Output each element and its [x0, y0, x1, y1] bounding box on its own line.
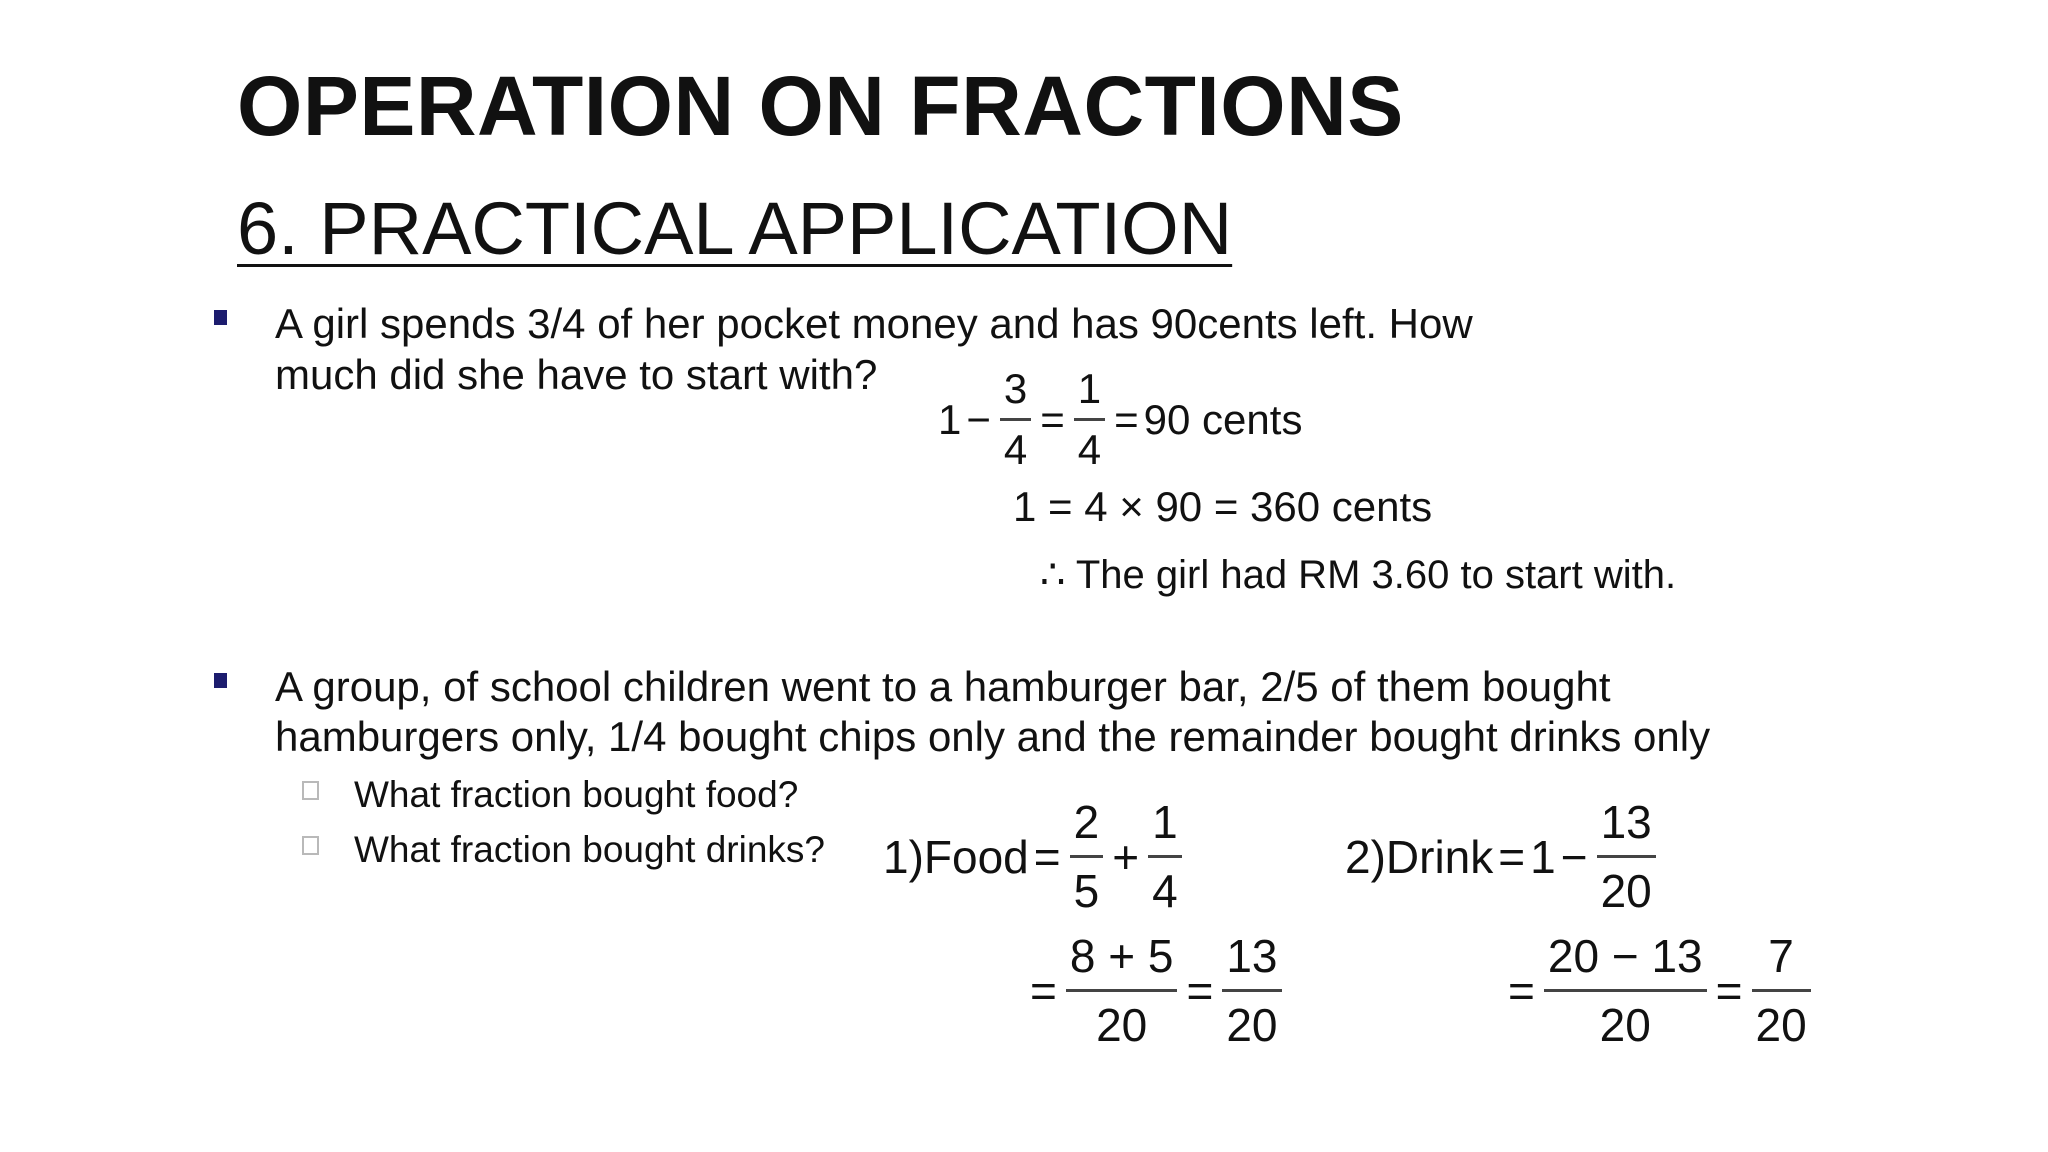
fraction-seven-twentieths	[1752, 932, 1811, 1049]
minus-sign: −	[1560, 830, 1588, 883]
problem1-step1	[938, 365, 1303, 473]
problem1-line2: much did she have to start with?	[275, 351, 878, 398]
checkbox-icon	[302, 836, 319, 855]
number-one: 1	[938, 395, 962, 443]
equals-sign: =	[1508, 964, 1535, 1017]
equals-sign: =	[1498, 830, 1526, 883]
denominator: 20	[1600, 865, 1652, 917]
denominator: 20	[1226, 999, 1278, 1051]
problem2-line1: A group, of school children went to a hamburger bar, 2/5 of them bought	[275, 663, 1611, 710]
equals-sign: =	[1186, 964, 1214, 1017]
equals-sign: =	[1040, 395, 1065, 443]
number-one: 1	[1530, 830, 1556, 883]
section-subtitle: 6. PRACTICAL APPLICATION	[237, 187, 1233, 270]
fraction-bar	[1222, 989, 1281, 992]
fraction-bar	[1597, 855, 1656, 858]
checkbox-icon	[302, 781, 319, 800]
fraction-one-quarter	[1074, 365, 1105, 473]
fraction-bar	[1070, 855, 1104, 858]
problem1-conclusion: ∴ The girl had RM 3.60 to start with.	[1040, 553, 1677, 597]
denominator: 4	[1152, 865, 1178, 917]
fraction-thirteen-twentieths	[1597, 798, 1656, 915]
denominator: 4	[1077, 426, 1102, 473]
equals-sign: =	[1715, 964, 1743, 1017]
food-step2	[1025, 932, 1286, 1049]
numerator: 3	[1003, 365, 1028, 412]
problem1-line1: A girl spends 3/4 of her pocket money and has 90cents left. How	[275, 300, 1473, 347]
fraction-bar	[1000, 418, 1031, 421]
plus-sign: +	[1112, 830, 1140, 883]
equals-sign: =	[1030, 964, 1057, 1017]
numerator: 8 + 5	[1069, 930, 1174, 982]
numerator: 1	[1077, 365, 1102, 412]
drink-label: 2)Drink	[1345, 830, 1494, 883]
fraction-bar	[1544, 989, 1707, 992]
equals-sign: =	[1114, 395, 1139, 443]
fraction-bar	[1752, 989, 1811, 992]
fraction-bar	[1148, 855, 1182, 858]
fraction-three-quarters	[1000, 365, 1031, 473]
bullet-icon	[214, 673, 227, 688]
fraction-one-quarter	[1148, 798, 1182, 915]
minus-sign: −	[966, 395, 991, 443]
problem1-step2: 1 = 4 × 90 = 360 cents	[1013, 483, 1433, 530]
fraction-two-fifths	[1070, 798, 1104, 915]
denominator: 20	[1096, 999, 1148, 1051]
drink-step2	[1503, 932, 1815, 1049]
bullet-icon	[214, 310, 227, 325]
problem2-line2: hamburgers only, 1/4 bought chips only and the remainder bought drinks only	[275, 713, 1711, 760]
fraction-bar	[1074, 418, 1105, 421]
denominator: 20	[1755, 999, 1807, 1051]
food-step1	[883, 798, 1186, 915]
fraction-twenty-minus-thirteen-over-twenty	[1544, 932, 1707, 1049]
numerator: 13	[1600, 796, 1652, 848]
fraction-eight-plus-five-over-twenty	[1066, 932, 1178, 1049]
fraction-bar	[1066, 989, 1178, 992]
sub-question-food: What fraction bought food?	[354, 774, 799, 815]
numerator: 20 − 13	[1547, 930, 1703, 982]
sub-question-drinks: What fraction bought drinks?	[354, 829, 825, 870]
numerator: 13	[1226, 930, 1278, 982]
denominator: 20	[1599, 999, 1651, 1051]
denominator: 5	[1073, 865, 1100, 917]
drink-step1	[1345, 798, 1660, 915]
numerator: 7	[1768, 930, 1794, 982]
denominator: 4	[1003, 426, 1028, 473]
fraction-thirteen-twentieths	[1222, 932, 1281, 1049]
food-label: 1)Food	[883, 830, 1029, 883]
page-title: OPERATION ON FRACTIONS	[237, 59, 1404, 153]
numerator: 2	[1073, 796, 1100, 848]
result-90-cents: 90 cents	[1143, 395, 1303, 443]
equals-sign: =	[1033, 830, 1061, 883]
numerator: 1	[1152, 796, 1178, 848]
